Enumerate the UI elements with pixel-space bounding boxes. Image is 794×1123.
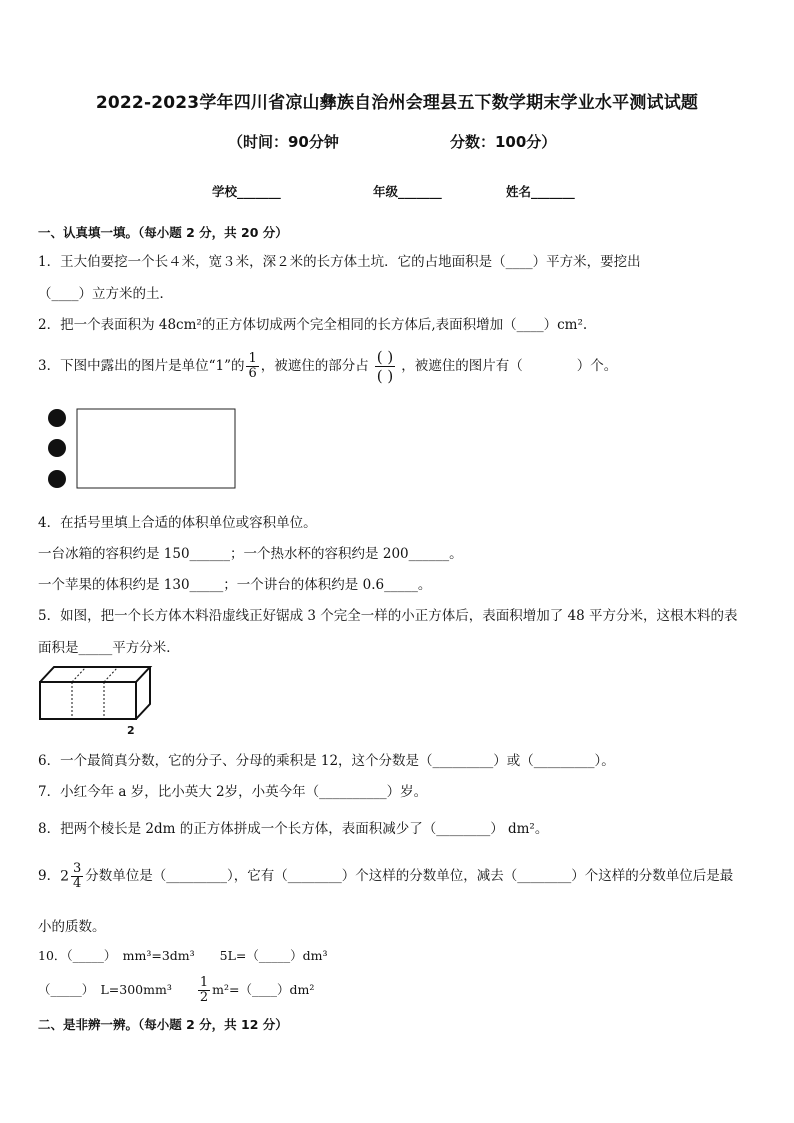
section-1-title: 一、认真填一填。（每小题 2 分，共 20 分） — [38, 225, 288, 240]
question-8: 8．把两个棱长是 2dm 的正方体拼成一个长方体，表面积减少了（________） dm²。 — [38, 821, 549, 837]
question-5-cuboid-figure — [36, 660, 156, 738]
exam-title: 2022-2023学年四川省凉山彝族自治州会理县五下数学期末学业水平测试试题 — [95, 93, 699, 113]
question-10-line-2 — [38, 970, 314, 1010]
question-3 — [38, 346, 617, 386]
time-label: （时间：90分钟 — [228, 133, 339, 151]
question-3-figure — [40, 402, 250, 497]
cut-line-top-2 — [104, 667, 118, 682]
question-9-number: 9． — [38, 868, 61, 884]
fraction-numerator: 1 — [199, 975, 209, 990]
question-10-part-2: （_____） L=300mm³ — [38, 982, 172, 997]
question-9-text: 分数单位是（_________），它有（________）个这样的分数单位，减去（________）个这样的分数单位后是最 — [85, 868, 734, 884]
section-2-title: 二、是非辨一辨。（每小题 2 分，共 12 分） — [38, 1017, 288, 1032]
covering-rectangle — [77, 409, 235, 488]
question-7: 7．小红今年 a 岁，比小英大 2岁，小英今年（__________）岁。 — [38, 784, 428, 800]
question-3-prefix: 3．下图中露出的图片是单位“1”的 — [38, 358, 245, 374]
question-9-line-2: 小的质数。 — [38, 919, 106, 935]
fraction-one-half — [198, 976, 210, 1005]
fraction-denominator: 6 — [248, 366, 257, 381]
fraction-denominator: 2 — [199, 990, 209, 1005]
question-2: 2．把一个表面积为 48cm²的正方体切成两个完全相同的长方体后,表面积增加（____）cm². — [38, 317, 588, 333]
fraction-denominator: 4 — [73, 876, 82, 891]
fraction-blank-numerator: ( ) — [376, 348, 394, 366]
grade-field: 年级_______ — [373, 184, 442, 199]
school-field: 学校_______ — [212, 184, 281, 199]
question-9-line-1 — [38, 856, 733, 897]
dot-1 — [48, 409, 66, 427]
question-1-line-2: （____）立方米的土． — [38, 286, 173, 302]
fraction-blank — [375, 348, 395, 385]
figure-label-2: 2 — [127, 724, 135, 737]
question-4-title: 4．在括号里填上合适的体积单位或容积单位。 — [38, 515, 317, 531]
question-10-part-3: m²=（____）dm² — [212, 982, 315, 997]
question-4-line-2: 一个苹果的体积约是 130_____；一个讲台的体积约是 0.6_____。 — [38, 577, 432, 593]
fraction-one-sixth — [246, 352, 258, 381]
dot-2 — [48, 439, 66, 457]
cuboid-front-face — [40, 682, 136, 719]
question-6: 6．一个最简真分数，它的分子、分母的乘积是 12，这个分数是（_________）或（_________）。 — [38, 753, 615, 769]
cut-line-top-1 — [72, 667, 86, 682]
question-3-suffix: ，被遮住的图片有（ ）个。 — [401, 358, 618, 374]
question-5-line-2: 面积是_____平方分米． — [38, 640, 180, 656]
name-field: 姓名_______ — [506, 184, 575, 199]
question-5-line-1: 5．如图，把一个长方体木料沿虚线正好锯成 3 个完全一样的小正方体后，表面积增加了 48 平方分米，这根木料的表 — [38, 608, 738, 624]
fraction-three-quarters — [71, 862, 83, 891]
question-10-line-1: 10．（_____） mm³=3dm³ 5L=（_____）dm³ — [38, 948, 328, 963]
fraction-numerator: 3 — [73, 861, 82, 876]
question-1-line-1: 1．王大伯要挖一个长４米，宽３米，深２米的长方体土坑．它的占地面积是（____）平方米，要挖出 — [38, 254, 641, 270]
fraction-blank-denominator: ( ) — [376, 367, 394, 385]
mixed-number-whole: 2 — [60, 868, 70, 885]
question-4-line-1: 一台冰箱的容积约是 150______；一个热水杯的容积约是 200______。 — [38, 546, 463, 562]
score-label: 分数：100分） — [450, 133, 557, 151]
question-3-middle: ，被遮住的部分占 — [260, 358, 369, 374]
dot-3 — [48, 470, 66, 488]
fraction-numerator: 1 — [248, 351, 257, 366]
cuboid-top-face — [40, 667, 150, 682]
